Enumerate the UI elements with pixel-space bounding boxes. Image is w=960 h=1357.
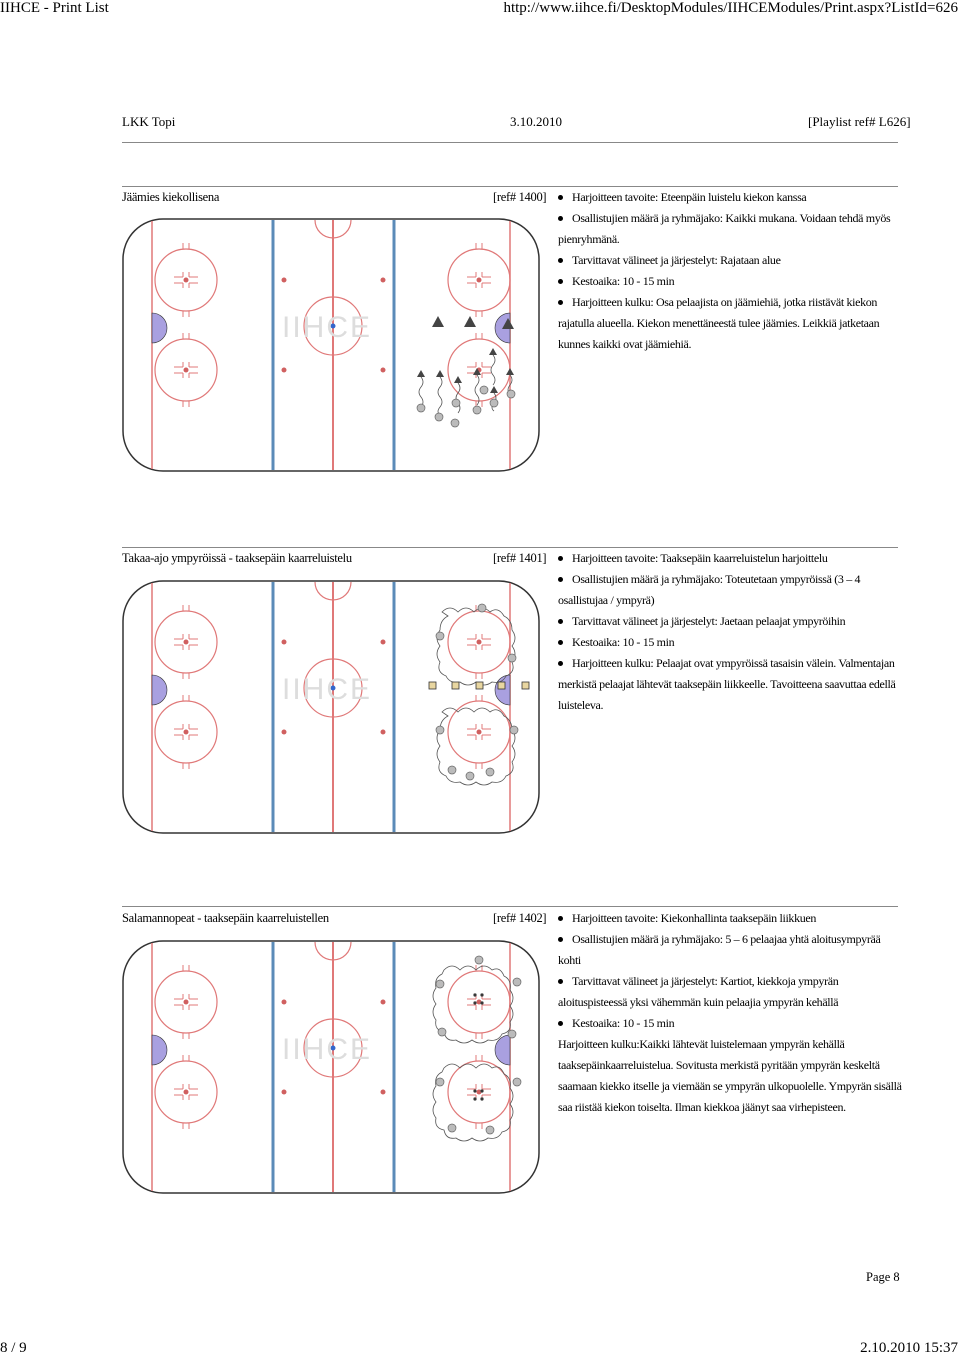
neutral-zone-dot xyxy=(381,368,386,373)
drill-3-goal: Harjoitteen tavoite: Kiekonhallinta taaksepäin liikkuen xyxy=(572,911,817,925)
neutral-zone-dot xyxy=(381,278,386,283)
neutral-zone-dot xyxy=(381,730,386,735)
team-name: LKK Topi xyxy=(122,114,176,129)
bullet-icon xyxy=(558,279,563,284)
bullet-icon xyxy=(558,916,563,921)
faceoff-dot xyxy=(477,278,482,283)
bullet-icon xyxy=(558,577,563,582)
drill-3-description xyxy=(558,908,903,1118)
browser-title: IIHCE - Print List xyxy=(0,0,109,16)
watermark-logo: IIHCE xyxy=(282,1033,373,1066)
drill-2-rink-diagram xyxy=(122,580,540,834)
playlist-ref: [Playlist ref# L626] xyxy=(808,114,911,129)
faceoff-dot xyxy=(184,1000,189,1005)
drill-3-flow: Harjoitteen kulku:Kaikki lähtevät luistelemaan ympyrän kehällä taaksepäinkaarreluistelua. Sovitusta merkistä pyritään ympyrän keskeltä saamaan kiekko itselle ja viemään se ympyrän ulkopuolelle. Ympyrän sisällä saa riistää kiekon toiselta. Ilman kiekkoa jäänyt saa virhepisteen. xyxy=(558,1037,902,1114)
drill-3-title: Salamannopeat - taaksepäin kaarreluistellen xyxy=(122,911,329,925)
faceoff-dot xyxy=(184,368,189,373)
drill-3-equipment: Tarvittavat välineet ja järjestelyt: Kartiot, kiekkoja ympyrän aloituspisteessä yksi vähemmän kuin pelaajia ympyrän kehällä xyxy=(558,974,839,1009)
header-divider xyxy=(122,142,898,143)
drill-1-duration: Kestoaika: 10 - 15 min xyxy=(572,274,675,288)
neutral-zone-dot xyxy=(282,640,287,645)
neutral-zone-dot xyxy=(282,1090,287,1095)
bullet-icon xyxy=(558,979,563,984)
watermark-logo: IIHCE xyxy=(282,311,373,344)
drill-1-description xyxy=(558,187,903,355)
neutral-zone-dot xyxy=(282,730,287,735)
drill-1-goal: Harjoitteen tavoite: Eteenpäin luistelu kiekon kanssa xyxy=(572,190,807,204)
neutral-zone-dot xyxy=(381,640,386,645)
neutral-zone-dot xyxy=(381,1000,386,1005)
bullet-icon xyxy=(558,300,563,305)
list-date: 3.10.2010 xyxy=(510,114,562,129)
faceoff-dot xyxy=(184,278,189,283)
bullet-icon xyxy=(558,216,563,221)
rink-boards xyxy=(123,219,539,471)
drill-1-equipment: Tarvittavat välineet ja järjestelyt: Rajataan alue xyxy=(572,253,781,267)
drill-1-title: Jäämies kiekollisena xyxy=(122,190,220,204)
drill-1-rink-diagram xyxy=(122,218,540,472)
drill-2-flow: Harjoitteen kulku: Pelaajat ovat ympyröissä tasaisin välein. Valmentajan merkistä pelaajat lähtevät taaksepäin liikkeelle. Tavoitteena saavuttaa edellä luisteleva. xyxy=(558,656,896,712)
drill-3-divider xyxy=(122,906,898,907)
faceoff-dot xyxy=(477,640,482,645)
drill-2-description xyxy=(558,548,903,716)
bullet-icon xyxy=(558,640,563,645)
drill-3-duration: Kestoaika: 10 - 15 min xyxy=(572,1016,675,1030)
drill-3-participants: Osallistujien määrä ja ryhmäjako: 5 – 6 pelaajaa yhtä aloitusympyrää kohti xyxy=(558,932,881,967)
drill-2-title: Takaa-ajo ympyröissä - taaksepäin kaarreluistelu xyxy=(122,551,352,565)
neutral-zone-dot xyxy=(282,1000,287,1005)
print-pager: 8 / 9 xyxy=(0,1340,27,1356)
browser-url[interactable]: http://www.iihce.fi/DesktopModules/IIHCEModules/Print.aspx?ListId=626 xyxy=(503,0,958,16)
rink-boards xyxy=(123,581,539,833)
neutral-zone-dot xyxy=(282,278,287,283)
drill-2-duration: Kestoaika: 10 - 15 min xyxy=(572,635,675,649)
bullet-icon xyxy=(558,258,563,263)
drill-3-ref: [ref# 1402] xyxy=(493,911,547,925)
page-number: Page 8 xyxy=(866,1270,900,1284)
bullet-icon xyxy=(558,619,563,624)
faceoff-dot xyxy=(184,640,189,645)
drill-1-participants: Osallistujien määrä ja ryhmäjako: Kaikki mukana. Voidaan tehdä myös pienryhmänä. xyxy=(558,211,891,246)
drill-2-goal: Harjoitteen tavoite: Taaksepäin kaarreluistelun harjoittelu xyxy=(572,551,828,565)
faceoff-dot xyxy=(477,730,482,735)
drill-1-flow: Harjoitteen kulku: Osa pelaajista on jäämiehiä, jotka riistävät kiekon rajatulla alueella. Kiekon menettäneestä tulee jäämies. Leikkiä jatketaan kunnes kaikki ovat jäämiehiä. xyxy=(558,295,880,351)
neutral-zone-dot xyxy=(381,1090,386,1095)
drill-2-participants: Osallistujien määrä ja ryhmäjako: Toteutetaan ympyröissä (3 – 4 osallistujaa / ympyrä) xyxy=(558,572,861,607)
neutral-zone-dot xyxy=(282,368,287,373)
bullet-icon xyxy=(558,556,563,561)
print-timestamp: 2.10.2010 15:37 xyxy=(860,1340,958,1356)
bullet-icon xyxy=(558,195,563,200)
bullet-icon xyxy=(558,937,563,942)
drill-2-equipment: Tarvittavat välineet ja järjestelyt: Jaetaan pelaajat ympyröihin xyxy=(572,614,846,628)
watermark-logo: IIHCE xyxy=(282,673,373,706)
drill-1-ref: [ref# 1400] xyxy=(493,190,547,204)
faceoff-dot xyxy=(184,730,189,735)
bullet-icon xyxy=(558,1021,563,1026)
bullet-icon xyxy=(558,661,563,666)
drill-3-rink-diagram xyxy=(122,940,540,1194)
drill-2-ref: [ref# 1401] xyxy=(493,551,547,565)
faceoff-dot xyxy=(184,1090,189,1095)
